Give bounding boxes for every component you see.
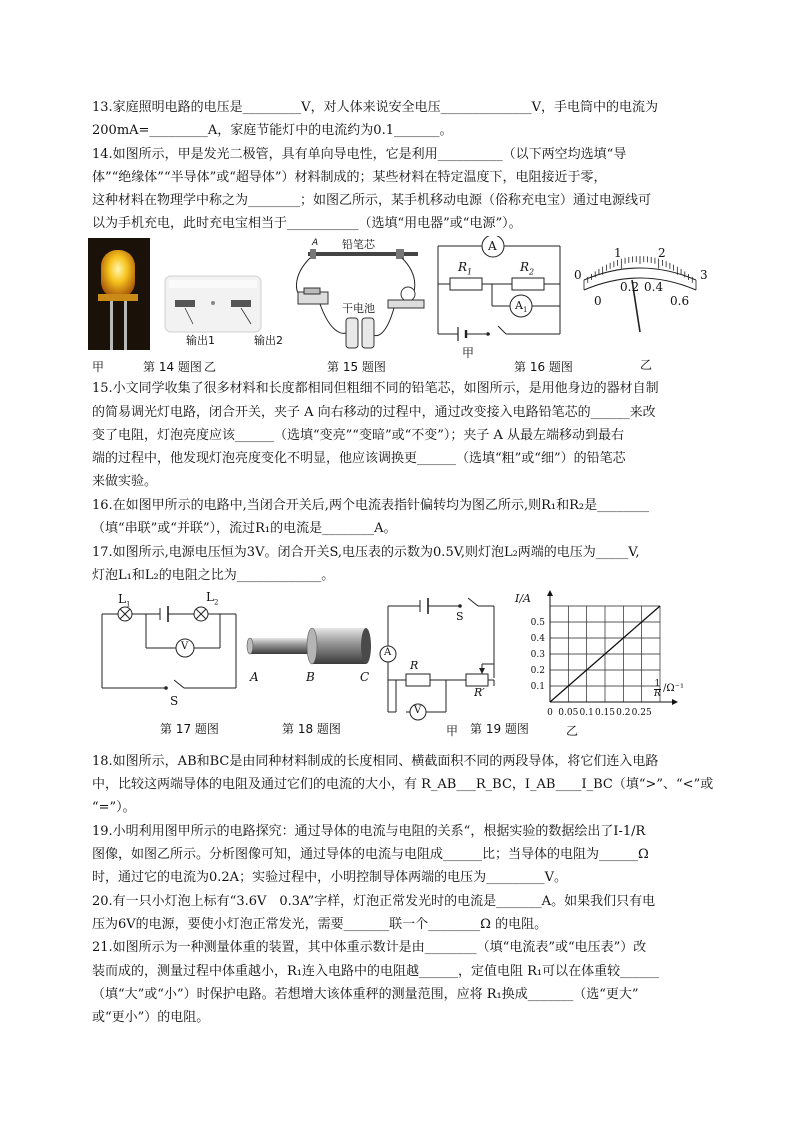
fig17-S: S	[170, 694, 179, 708]
q21-line1: 21.如图所示为一种测量体重的装置，其中体重示数计是由________（填“电流表”或“电压表”）改	[92, 940, 647, 955]
q20-line2: 压为6V的电源，要使小灯泡正常发光，需要_______联一个________Ω 的电阻。	[92, 917, 548, 932]
fig14-jia: 甲	[92, 360, 105, 374]
q20-line1: 20.有一只小灯泡上标有“3.6V 0.3A”字样，灯泡正常发光时的电流是_______A。如果我们只有电	[92, 894, 656, 909]
x-tick-label: 0.2	[616, 708, 631, 718]
power-bank-photo	[163, 272, 263, 336]
q14-line2: 体”“绝缘体”“半导体”或“超导体”）材料制成的；某些材料在特定温度下，电阻接近于零，	[92, 170, 607, 185]
dial-top-0: 0	[574, 268, 582, 282]
l2-letter: L	[206, 590, 214, 604]
fig19-x-axis-label: /Ω⁻¹	[663, 683, 684, 694]
fig18-conductor	[244, 622, 374, 674]
dial-bottom-0: 0	[594, 294, 602, 308]
y-tick-label: 0.4	[530, 634, 545, 644]
fig15-circuit	[290, 236, 432, 354]
x-axis-arrow	[672, 699, 678, 705]
q13-line2: 200mA=_________A，家庭节能灯中的电流约为0.1_______。	[92, 123, 453, 138]
fig16-caption: 第 16 题图	[514, 360, 573, 374]
fig16-ammeter-A: A	[488, 239, 497, 253]
fig19-yi: 乙	[566, 724, 579, 738]
q19-line2: 图像，如图乙所示。分析图像可知，通过导体的电流与电阻成______比；当导体的电阻为______Ω	[92, 847, 649, 862]
frac-top: 1	[654, 679, 661, 689]
ammeter-a1-sub: 1	[522, 306, 528, 315]
r1-letter: R	[458, 260, 468, 274]
q21-line3: （填“大”或“小”）时保护电路。若想增大该体重秤的测量范围，应将 R₁换成_______（选“更大”	[92, 987, 639, 1002]
fig15-battery-label: 干电池	[342, 302, 375, 315]
fig19-jia: 甲	[446, 724, 459, 738]
fig19-x-axis-fraction	[654, 680, 661, 699]
r2-sub: 2	[529, 267, 535, 277]
out2-label: 输出2	[254, 334, 283, 347]
fig15-A: A	[312, 238, 319, 248]
q15-line2: 的简易调光灯电路，闭合开关，夹子 A 向右移动的过程中，通过改变接入电路铅笔芯的______来改	[92, 405, 656, 420]
fig18-B: B	[306, 670, 315, 684]
fig19-ammeter-A: A	[384, 647, 392, 658]
q16-line1: 16.在如图甲所示的电路中,当闭合开关后,两个电流表指针偏转均为图乙所示,则R₁和R₂是________	[92, 498, 650, 513]
fig17-voltmeter-V: V	[181, 641, 189, 652]
fig17-circuit	[96, 598, 246, 694]
frac-bot: R	[654, 689, 661, 699]
dial-top-1: 1	[614, 246, 622, 260]
q15-line5: 来做实验。	[92, 474, 158, 489]
q15-line4: 端的过程中，他发现灯泡亮度变化不明显，他应该调换更______（选填“粗”或“细”）的铅笔芯	[92, 451, 626, 466]
fig18-A: A	[250, 670, 259, 684]
fig19-Rprime: R′	[474, 686, 485, 699]
x-tick-label: 0	[547, 708, 553, 718]
y-axis-arrow	[547, 590, 553, 596]
fig16-circuit	[432, 236, 572, 344]
dial-bottom-0-6: 0.6	[670, 294, 690, 308]
fig19-R: R	[410, 659, 419, 672]
fig16-yi: 乙	[640, 358, 653, 372]
q14-line3: 这种材料在物理学中称之为________；如图乙所示，某手机移动电源（俗称充电宝）通过电源线可	[92, 193, 652, 208]
y-tick-label: 0.3	[530, 650, 545, 660]
fig16-R2	[520, 260, 534, 276]
dial-bottom-0-2: 0.2	[620, 280, 640, 294]
fig16-ammeter-A1	[515, 299, 527, 314]
q15-line3: 变了电阻，灯泡亮度应该______（选填“变亮”“变暗”或“不变”）；夹子 A 从最左端移动到最右	[92, 428, 625, 443]
q17-line1: 17.如图所示,电源电压恒为3V。闭合开关S,电压表的示数为0.5V,则灯泡L₂两端的电压为_____V,	[92, 545, 640, 560]
out1-label: 输出1	[186, 334, 215, 347]
q18-line2: 中，比较这两端导体的电阻及通过它们的电流的大小，有 R_AB___R_BC，I_AB____I_BC（填“>”、“<”或	[92, 777, 714, 792]
fig19-y-axis-label: I/A	[515, 592, 531, 605]
fig16-jia: 甲	[462, 346, 475, 360]
x-tick-label: 0.1	[579, 708, 594, 718]
x-tick-label: 0.15	[594, 708, 616, 718]
q15-line1: 15.小文同学收集了很多材料和长度都相同但粗细不同的铅笔芯，如图所示，是用他身边的器材自制	[92, 381, 659, 396]
l1-letter: L	[118, 592, 126, 606]
q19-line3: 时，通过它的电流为0.2A；实验过程中，小明控制导体两端的电压为_________V。	[92, 870, 567, 885]
q17-line2: 灯泡L₁和L₂的电阻之比为_____________。	[92, 568, 335, 583]
fig14-caption: 第 14 题图	[143, 360, 202, 374]
fig14-yi: 乙	[204, 360, 217, 374]
r2-letter: R	[520, 260, 530, 274]
l2-sub: 2	[213, 598, 219, 607]
q14-line4: 以为手机充电，此时充电宝相当于___________（选填“用电器”或“电源”）。	[92, 216, 522, 231]
q21-line4: 或“更小”）的电阻。	[92, 1010, 210, 1025]
figure-row-2	[0, 588, 794, 738]
fig16-R1	[458, 260, 472, 276]
q16-line2: （填“串联”或“并联”），流过R₁的电流是________A。	[92, 521, 397, 536]
fig19-caption: 第 19 题图	[470, 722, 529, 736]
fig17-L1	[118, 592, 130, 608]
q19-line1: 19.小明利用图甲所示的电路探究：通过导体的电流与电阻的关系“，根据实验的数据绘出了I-1/R	[92, 824, 646, 839]
dial-top-3: 3	[700, 268, 708, 282]
r1-sub: 1	[467, 267, 473, 277]
figure-row-1	[0, 236, 794, 376]
x-tick-label: 0.25	[631, 708, 652, 718]
fig15-pencil-label: 铅笔芯	[342, 238, 375, 251]
q21-line2: 装而成的，测量过程中体重越小，R₁连入电路中的电阻越______，定值电阻 R₁可以在体重较______	[92, 964, 660, 979]
x-tick-label: 0.05	[558, 708, 579, 718]
l1-sub: 1	[125, 600, 131, 609]
fig15-caption: 第 15 题图	[327, 360, 386, 374]
fig18-caption: 第 18 题图	[282, 722, 341, 736]
fig17-L2	[206, 590, 218, 606]
y-tick-label: 0.1	[530, 682, 545, 692]
dial-top-2: 2	[658, 246, 666, 260]
y-tick-label: 0.2	[530, 666, 545, 676]
fig19-circuit	[376, 596, 510, 722]
fig19-S: S	[456, 610, 464, 623]
dial-bottom-0-4: 0.4	[644, 280, 664, 294]
fig19-chart	[510, 588, 704, 738]
fig17-caption: 第 17 题图	[160, 722, 219, 736]
y-tick-label: 0.5	[530, 618, 545, 628]
fig18-C: C	[360, 670, 370, 684]
fig19-voltmeter-V: V	[414, 705, 422, 716]
q13-line1: 13.家庭照明电路的电压是_________V，对人体来说安全电压______________V，手电筒中的电流为	[92, 100, 658, 115]
q18-line1: 18.如图所示，AB和BC是由同种材料制成的长度相同、横截面积不同的两段导体，将它们连入电路	[92, 754, 659, 769]
ammeter-a1-letter: A	[515, 299, 523, 312]
q18-line3: “=”）。	[92, 800, 136, 815]
led-photo	[88, 238, 150, 350]
q14-line1: 14.如图所示，甲是发光二极管，具有单向导电性，它是利用__________（以下两空均选填“导	[92, 147, 627, 162]
